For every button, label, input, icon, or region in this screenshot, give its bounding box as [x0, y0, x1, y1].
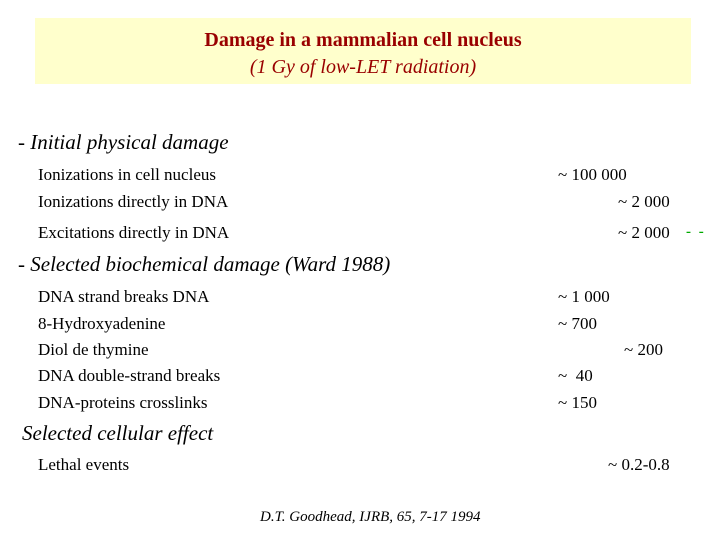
title-subtitle: (1 Gy of low-LET radiation) [249, 56, 477, 78]
row-value: ~ 200 [624, 340, 663, 359]
section-heading-cellular: Selected cellular effect [22, 421, 214, 445]
row-value: ~ 2 000 [618, 192, 670, 211]
row-label: Diol de thymine [38, 340, 149, 359]
title-main: Damage in a mammalian cell nucleus [204, 29, 522, 51]
row-label: DNA-proteins crosslinks [38, 393, 208, 412]
row-value: ~ 700 [558, 314, 597, 333]
row-label: Excitations directly in DNA [38, 223, 230, 242]
section-heading-physical: - Initial physical damage [18, 130, 229, 154]
row-value: ~ 100 000 [558, 165, 627, 184]
row-label: 8-Hydroxyadenine [38, 314, 166, 333]
row-value: ~ 150 [558, 393, 597, 412]
row-value: ~ 0.2-0.8 [608, 455, 670, 474]
section-heading-biochemical: - Selected biochemical damage (Ward 1988) [18, 252, 391, 276]
row-value: ~ 2 000 [618, 223, 670, 242]
row-value: ~ 1 000 [558, 287, 610, 306]
row-value: ~ 40 [558, 366, 593, 385]
green-dash-marker: - - [686, 224, 706, 240]
row-label: Ionizations in cell nucleus [38, 165, 216, 184]
title-box [35, 18, 691, 84]
citation: D.T. Goodhead, IJRB, 65, 7-17 1994 [260, 509, 481, 525]
row-label: Lethal events [38, 455, 130, 474]
row-label: DNA strand breaks DNA [38, 287, 210, 306]
row-label: DNA double-strand breaks [38, 366, 221, 385]
row-label: Ionizations directly in DNA [38, 192, 229, 211]
